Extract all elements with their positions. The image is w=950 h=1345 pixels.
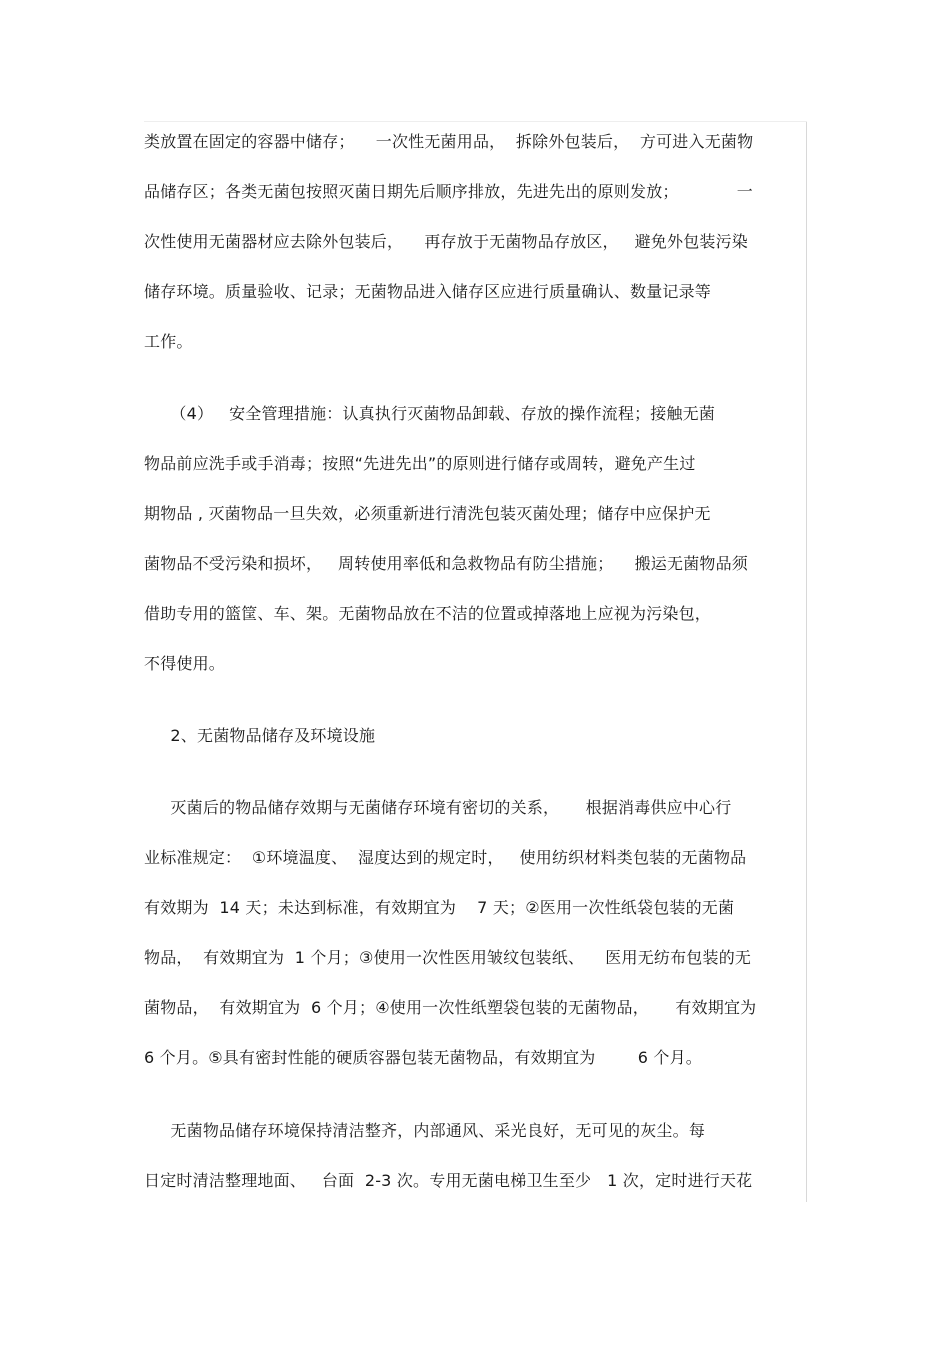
text-line: 6 个月。⑤具有密封性能的硬质容器包装无菌物品，有效期宜为 6 个月。 (144, 1048, 702, 1067)
text-line: 工作。 (144, 332, 193, 351)
text-line: 有效期为 14 天；未达到标准，有效期宜为 7 天；②医用一次性纸袋包装的无菌 (144, 898, 735, 917)
text-line: 类放置在固定的容器中储存； 一次性无菌用品， 拆除外包装后， 方可进入无菌物 (144, 132, 754, 151)
text-line: 日定时清洁整理地面、 台面 2-3 次。专用无菌电梯卫生至少 1 次，定时进行天花 (144, 1171, 753, 1190)
text-line: （4） 安全管理措施：认真执行灭菌物品卸载、存放的操作流程；接触无菌 (144, 404, 716, 423)
text-line: 储存环境。质量验收、记录；无菌物品进入储存区应进行质量确认、数量记录等 (144, 282, 712, 301)
text-line: 不得使用。 (144, 654, 226, 673)
text-line: 期物品 , 灭菌物品一旦失效，必须重新进行清洗包装灭菌处理；储存中应保护无 (144, 504, 711, 523)
text-line: 物品， 有效期宜为 1 个月；③使用一次性医用皱纹包装纸、 医用无纺布包装的无 (144, 948, 752, 967)
text-line: 品储存区；各类无菌包按照灭菌日期先后顺序排放，先进先出的原则发放； 一 (144, 182, 753, 201)
section-heading: 2、无菌物品储存及环境设施 (144, 726, 376, 745)
page-frame-right-border (806, 122, 807, 1202)
text-line: 次性使用无菌器材应去除外包装后， 再存放于无菌物品存放区， 避免外包装污染 (144, 232, 749, 251)
text-line: 借助专用的篮筐、车、架。无菌物品放在不洁的位置或掉落地上应视为污染包， (144, 604, 712, 623)
text-line: 无菌物品储存环境保持清洁整齐，内部通风、采光良好，无可见的灰尘。每 (144, 1121, 706, 1140)
text-line: 物品前应洗手或手消毒；按照“先进先出”的原则进行储存或周转，避免产生过 (144, 454, 696, 473)
text-line: 业标准规定： ①环境温度、 湿度达到的规定时， 使用纺织材料类包装的无菌物品 (144, 848, 747, 867)
text-line: 菌物品不受污染和损坏， 周转使用率低和急救物品有防尘措施； 搬运无菌物品须 (144, 554, 749, 573)
text-line: 灭菌后的物品储存效期与无菌储存环境有密切的关系， 根据消毒供应中心行 (144, 798, 732, 817)
page-frame-top-border (144, 121, 807, 122)
text-line: 菌物品， 有效期宜为 6 个月；④使用一次性纸塑袋包装的无菌物品， 有效期宜为 (144, 998, 757, 1017)
